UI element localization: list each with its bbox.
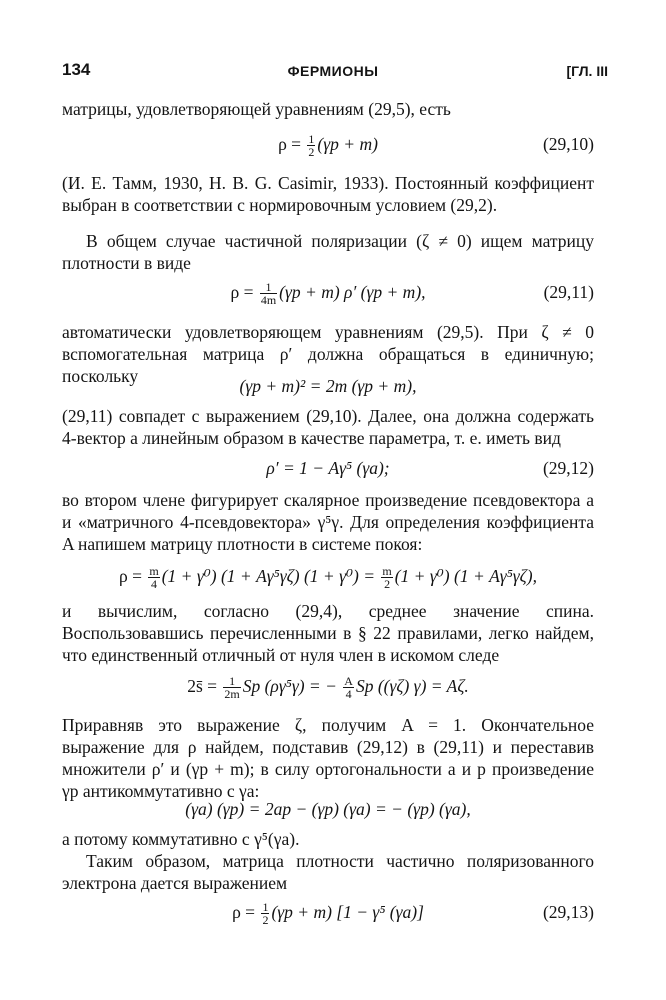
formula-rhs: (γp + m) [1 − γ⁵ (γa)] (271, 902, 424, 922)
equation-anticommute (62, 796, 594, 822)
fraction-denominator: 4 (151, 577, 158, 592)
fraction-numerator: 1 (262, 900, 269, 915)
equation-number: (29,10) (542, 134, 594, 154)
fraction (148, 565, 159, 590)
fraction (343, 675, 354, 700)
formula-lhs: ρ = (230, 282, 258, 302)
equation-square (62, 373, 594, 399)
fraction (261, 901, 269, 926)
equation-rest-frame (62, 563, 594, 592)
equation-29-11 (62, 279, 594, 308)
fraction-numerator: 1 (308, 132, 315, 147)
fraction (223, 675, 240, 700)
equation-number: (29,13) (542, 902, 594, 922)
formula-lhs: ρ = (119, 566, 147, 586)
formula-middle: Sp (ργ⁵γ) = − (242, 676, 342, 696)
equation-number: (29,11) (543, 282, 594, 302)
fraction-numerator: A (344, 674, 353, 689)
paragraph-3: В общем случае частичной поляризации (ζ ≠ 0) ищем матрицу плотности в виде (62, 231, 594, 273)
fraction-numerator: 1 (260, 281, 277, 294)
formula-text: (γp + m)² = 2m (γp + m), (239, 376, 417, 396)
fraction (260, 281, 277, 306)
formula (62, 796, 594, 822)
fraction-numerator: 1 (223, 675, 240, 688)
fraction-denominator: 4m (260, 293, 277, 308)
formula (62, 279, 594, 306)
paragraph-2: (И. Е. Тамм, 1930, H. B. G. Casimir, 1933). Постоянный коэффициент выбран в соответствии с нормировочным условием (29,2). (62, 173, 594, 215)
formula (62, 373, 594, 399)
formula (62, 673, 594, 700)
formula-rhs: (γp + m) (317, 134, 378, 154)
fraction-denominator: 2 (384, 577, 391, 592)
fraction-denominator: 2m (224, 687, 240, 702)
paragraph-4: автоматически удовлетворяющем уравнениям (29,5). При ζ ≠ 0 вспомогательная матрица ρ′ должна обращаться в единичную; поскольку (62, 322, 594, 386)
formula (62, 455, 594, 481)
formula-rhs: (1 + γ⁰) (1 + Aγ⁵γζ), (394, 566, 537, 586)
paragraph-5: (29,11) совпадет с выражением (29,10). Далее, она должна содержать 4-вектор a линейным образом в качестве параметра, т. е. иметь вид (62, 406, 594, 448)
fraction-denominator: 2 (262, 913, 269, 928)
fraction (307, 133, 315, 158)
paragraph-9: а потому коммутативно с γ⁵(γa). (62, 829, 300, 849)
fraction-denominator: 2 (308, 145, 315, 160)
formula-middle: (1 + γ⁰) (1 + Aγ⁵γζ) (1 + γ⁰) = (161, 566, 380, 586)
formula-text: (γa) (γp) = 2ap − (γp) (γa) = − (γp) (γa), (185, 799, 471, 819)
formula-lhs: ρ = (232, 902, 260, 922)
equation-29-13 (62, 899, 594, 928)
formula-rhs: Sp ((γζ) γ) = Aζ. (355, 676, 469, 696)
fraction-denominator: 4 (345, 687, 352, 702)
formula (62, 899, 594, 926)
equation-spin-trace (62, 673, 594, 702)
equation-29-10 (62, 131, 594, 160)
formula-lhs: 2s̄ = (187, 676, 222, 696)
formula (62, 563, 594, 590)
fraction (381, 565, 392, 590)
fraction-numerator: m (149, 564, 159, 579)
paragraph-1: матрицы, удовлетворяющей уравнениям (29,5), есть (62, 99, 451, 119)
formula-rhs: (γp + m) ρ′ (γp + m), (279, 282, 426, 302)
paragraph-10: Таким образом, матрица плотности частично поляризованного электрона дается выражением (62, 851, 594, 893)
formula-lhs: ρ = (278, 134, 306, 154)
formula-text: ρ′ = 1 − Aγ⁵ (γa); (266, 458, 390, 478)
chapter-label: [ГЛ. III (566, 63, 608, 79)
equation-number: (29,12) (542, 458, 594, 478)
paragraph-6: во втором члене фигурирует скалярное произведение псевдовектора a и «матричного 4-псевдовектора» γ⁵γ. Для определения коэффициента A напишем матрицу плотности в системе покоя: (62, 490, 594, 554)
fraction-numerator: m (382, 564, 392, 579)
equation-29-12 (62, 455, 594, 481)
running-title: ФЕРМИОНЫ (287, 63, 379, 79)
paragraph-7: и вычислим, согласно (29,4), среднее значение спина. Воспользовавшись перечисленными в § 22 правилами, легко найдем, что единственный отличный от нуля член в искомом следе (62, 601, 594, 665)
paragraph-8: Приравняв это выражение ζ, получим A = 1. Окончательное выражение для ρ найдем, подставив (29,12) в (29,11) и переставив множители ρ′ и (γp + m); в силу ортогональности a и p произведение γp антикоммутативно с γa: (62, 715, 594, 801)
formula (62, 131, 594, 158)
page-number: 134 (62, 60, 91, 79)
